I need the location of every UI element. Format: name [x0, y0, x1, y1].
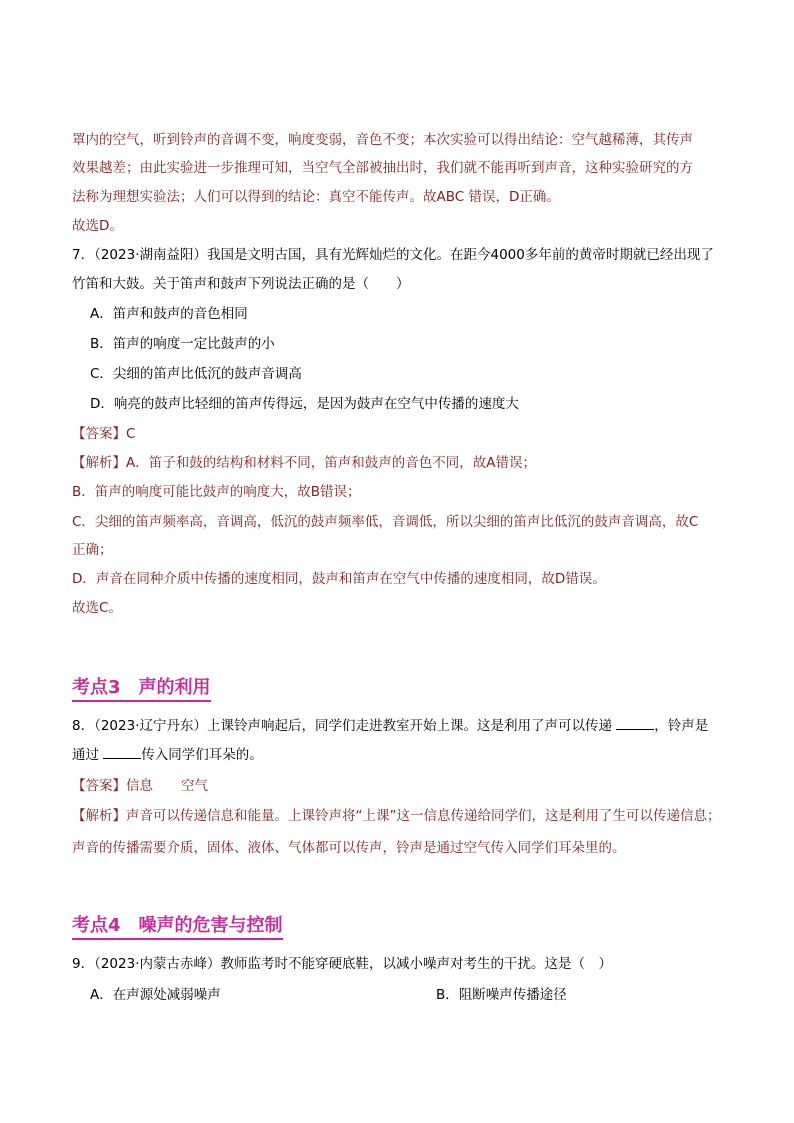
question-7-option-a: A．笛声和鼓声的音色相同 [90, 306, 248, 322]
question-8-answer [72, 776, 724, 796]
question-8-stem: 通过 传入同学们耳朵的。 [72, 747, 263, 763]
question-8-stem: 8．（2023·辽宁丹东）上课铃声响起后，同学们走进教室开始上课。这是利用了声可以传递 ，铃声是 [72, 718, 709, 734]
text-line: C．尖细的笛声频率高，音调高，低沉的鼓声频率低，音调低，所以尖细的笛声比低沉的鼓声音调高，故C [72, 514, 699, 530]
text-line: 罩内的空气，听到铃声的音调不变，响度变弱，音色不变；本次实验可以得出结论：空气越稀薄，其传声 [72, 132, 693, 148]
answer-value: C [126, 426, 136, 442]
question-7-option-b: B．笛声的响度一定比鼓声的小 [90, 336, 275, 352]
question-7-option-d: D．响亮的鼓声比轻细的笛声传得远，是因为鼓声在空气中传播的速度大 [90, 396, 519, 412]
question-9-option-a: A．在声源处减弱噪声 [90, 987, 221, 1003]
answer-tag: 【答案】 [72, 426, 126, 442]
question-7-stem: 竹笛和大鼓。关于笛声和鼓声下列说法正确的是（ ） [72, 276, 410, 292]
question-7-analysis [72, 453, 724, 473]
text-line: B．笛声的响度可能比鼓声的响度大，故B错误； [72, 484, 361, 500]
analysis-tag: 【解析】 [72, 455, 126, 471]
question-8-analysis [72, 806, 724, 826]
question-7-stem: 7．（2023·湖南益阳）我国是文明古国，具有光辉灿烂的文化。在距今4000多年前的黄帝时期就已经出现了 [72, 247, 714, 263]
text-line: 法称为理想实验法；人们可以得到的结论：真空不能传声。故ABC 错误，D正确。 [72, 189, 560, 205]
question-9-stem: 9．（2023·内蒙古赤峰）教师监考时不能穿硬底鞋，以减小噪声对考生的干扰。这是（ ） [72, 956, 612, 972]
analysis-text: 声音可以传递信息和能量。上课铃声将“上课”这一信息传递给同学们，这是利用了生可以传递信息； [126, 808, 721, 824]
text-line: 故选C。 [72, 600, 122, 616]
text-line: 效果越差；由此实验进一步推理可知，当空气全部被抽出时，我们就不能再听到声音，这种实验研究的方 [72, 160, 693, 176]
text-line: 故选D。 [72, 218, 123, 234]
question-9-option-b: B．阻断噪声传播途径 [436, 987, 567, 1003]
heading-underline [72, 938, 283, 940]
question-9-options [90, 985, 742, 1005]
text-line: D．声音在同种介质中传播的速度相同，鼓声和笛声在空气中传播的速度相同，故D错误。 [72, 571, 606, 587]
text-line: 声音的传播需要介质，固体、液体、气体都可以传声，铃声是通过空气传入同学们耳朵里的。 [72, 840, 626, 856]
fill-blank [616, 717, 654, 730]
analysis-tag: 【解析】 [72, 808, 126, 824]
answer-value: 信息 [126, 778, 153, 794]
section-heading-4: 考点4 噪声的危害与控制 [72, 914, 283, 938]
answer-tag: 【答案】 [72, 778, 126, 794]
heading-underline [72, 700, 211, 702]
question-7-option-c: C．尖细的笛声比低沉的鼓声音调高 [90, 366, 302, 382]
answer-value: 空气 [181, 778, 208, 794]
question-7-answer [72, 424, 724, 444]
analysis-text: A．笛子和鼓的结构和材料不同，笛声和鼓声的音色不同，故A错误； [126, 455, 536, 471]
section-heading-3: 考点3 声的利用 [72, 676, 211, 700]
text-line: 正确； [72, 542, 113, 558]
fill-blank [103, 746, 141, 759]
